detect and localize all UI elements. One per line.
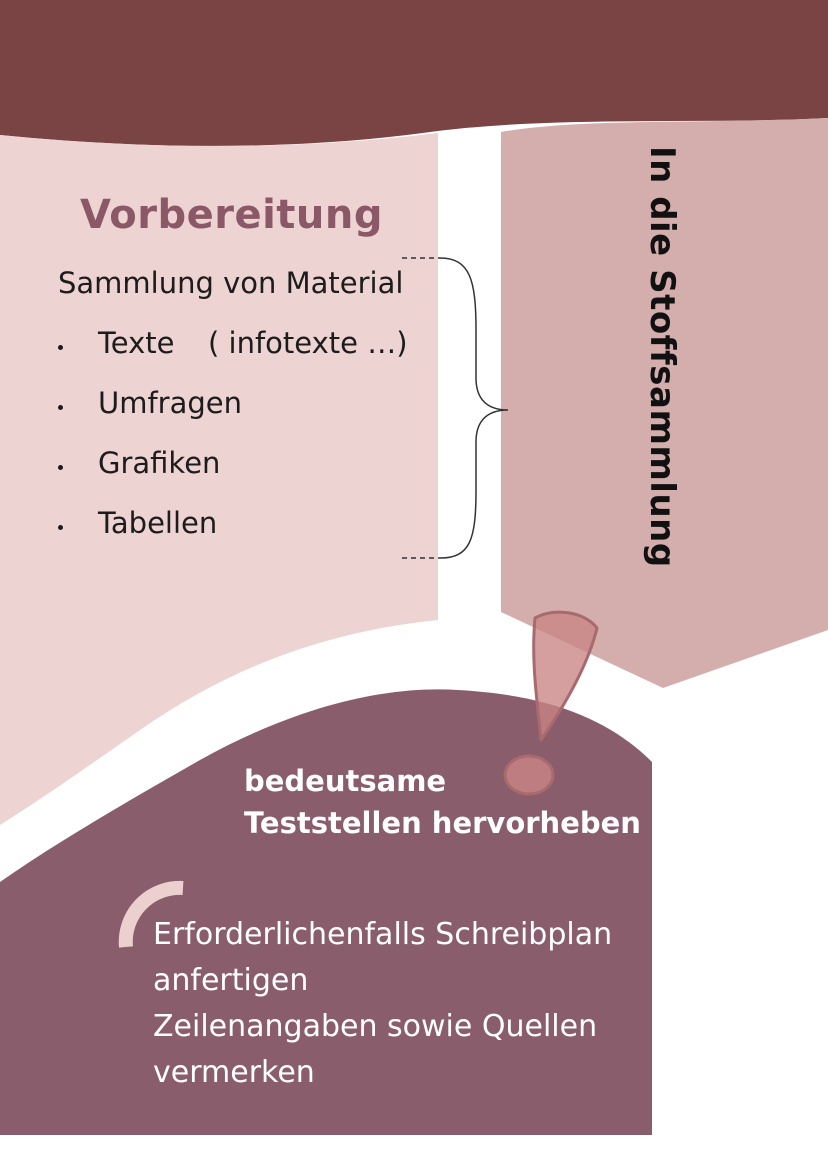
list-item-label: Umfragen (98, 386, 243, 420)
notes-text (153, 912, 612, 1096)
highlight-line: bedeutsame (244, 764, 447, 798)
page-title: Vorbereitung (80, 192, 384, 238)
bullet-icon (58, 345, 63, 350)
notes-line: Erforderlichenfalls Schreibplan (153, 917, 613, 952)
list-item-label: Tabellen (98, 506, 218, 540)
notes-line: vermerken (153, 1055, 315, 1090)
highlight-text (244, 760, 641, 844)
list-item-extra: ( infotexte …) (208, 326, 408, 360)
vertical-title-wrapper (637, 146, 687, 626)
bullet-icon (58, 405, 63, 410)
bullet-icon (58, 465, 63, 470)
highlight-line: Teststellen hervorheben (244, 806, 641, 840)
notes-line: Zeilenangaben sowie Quellen (153, 1009, 598, 1044)
list-item-label: Texte (98, 326, 175, 360)
list-item-label: Grafiken (98, 446, 221, 480)
vertical-title: In die Stoffsammlung (642, 146, 682, 568)
notes-line: anfertigen (153, 963, 309, 998)
bullet-icon (58, 525, 63, 530)
material-heading: Sammlung von Material (58, 266, 404, 300)
